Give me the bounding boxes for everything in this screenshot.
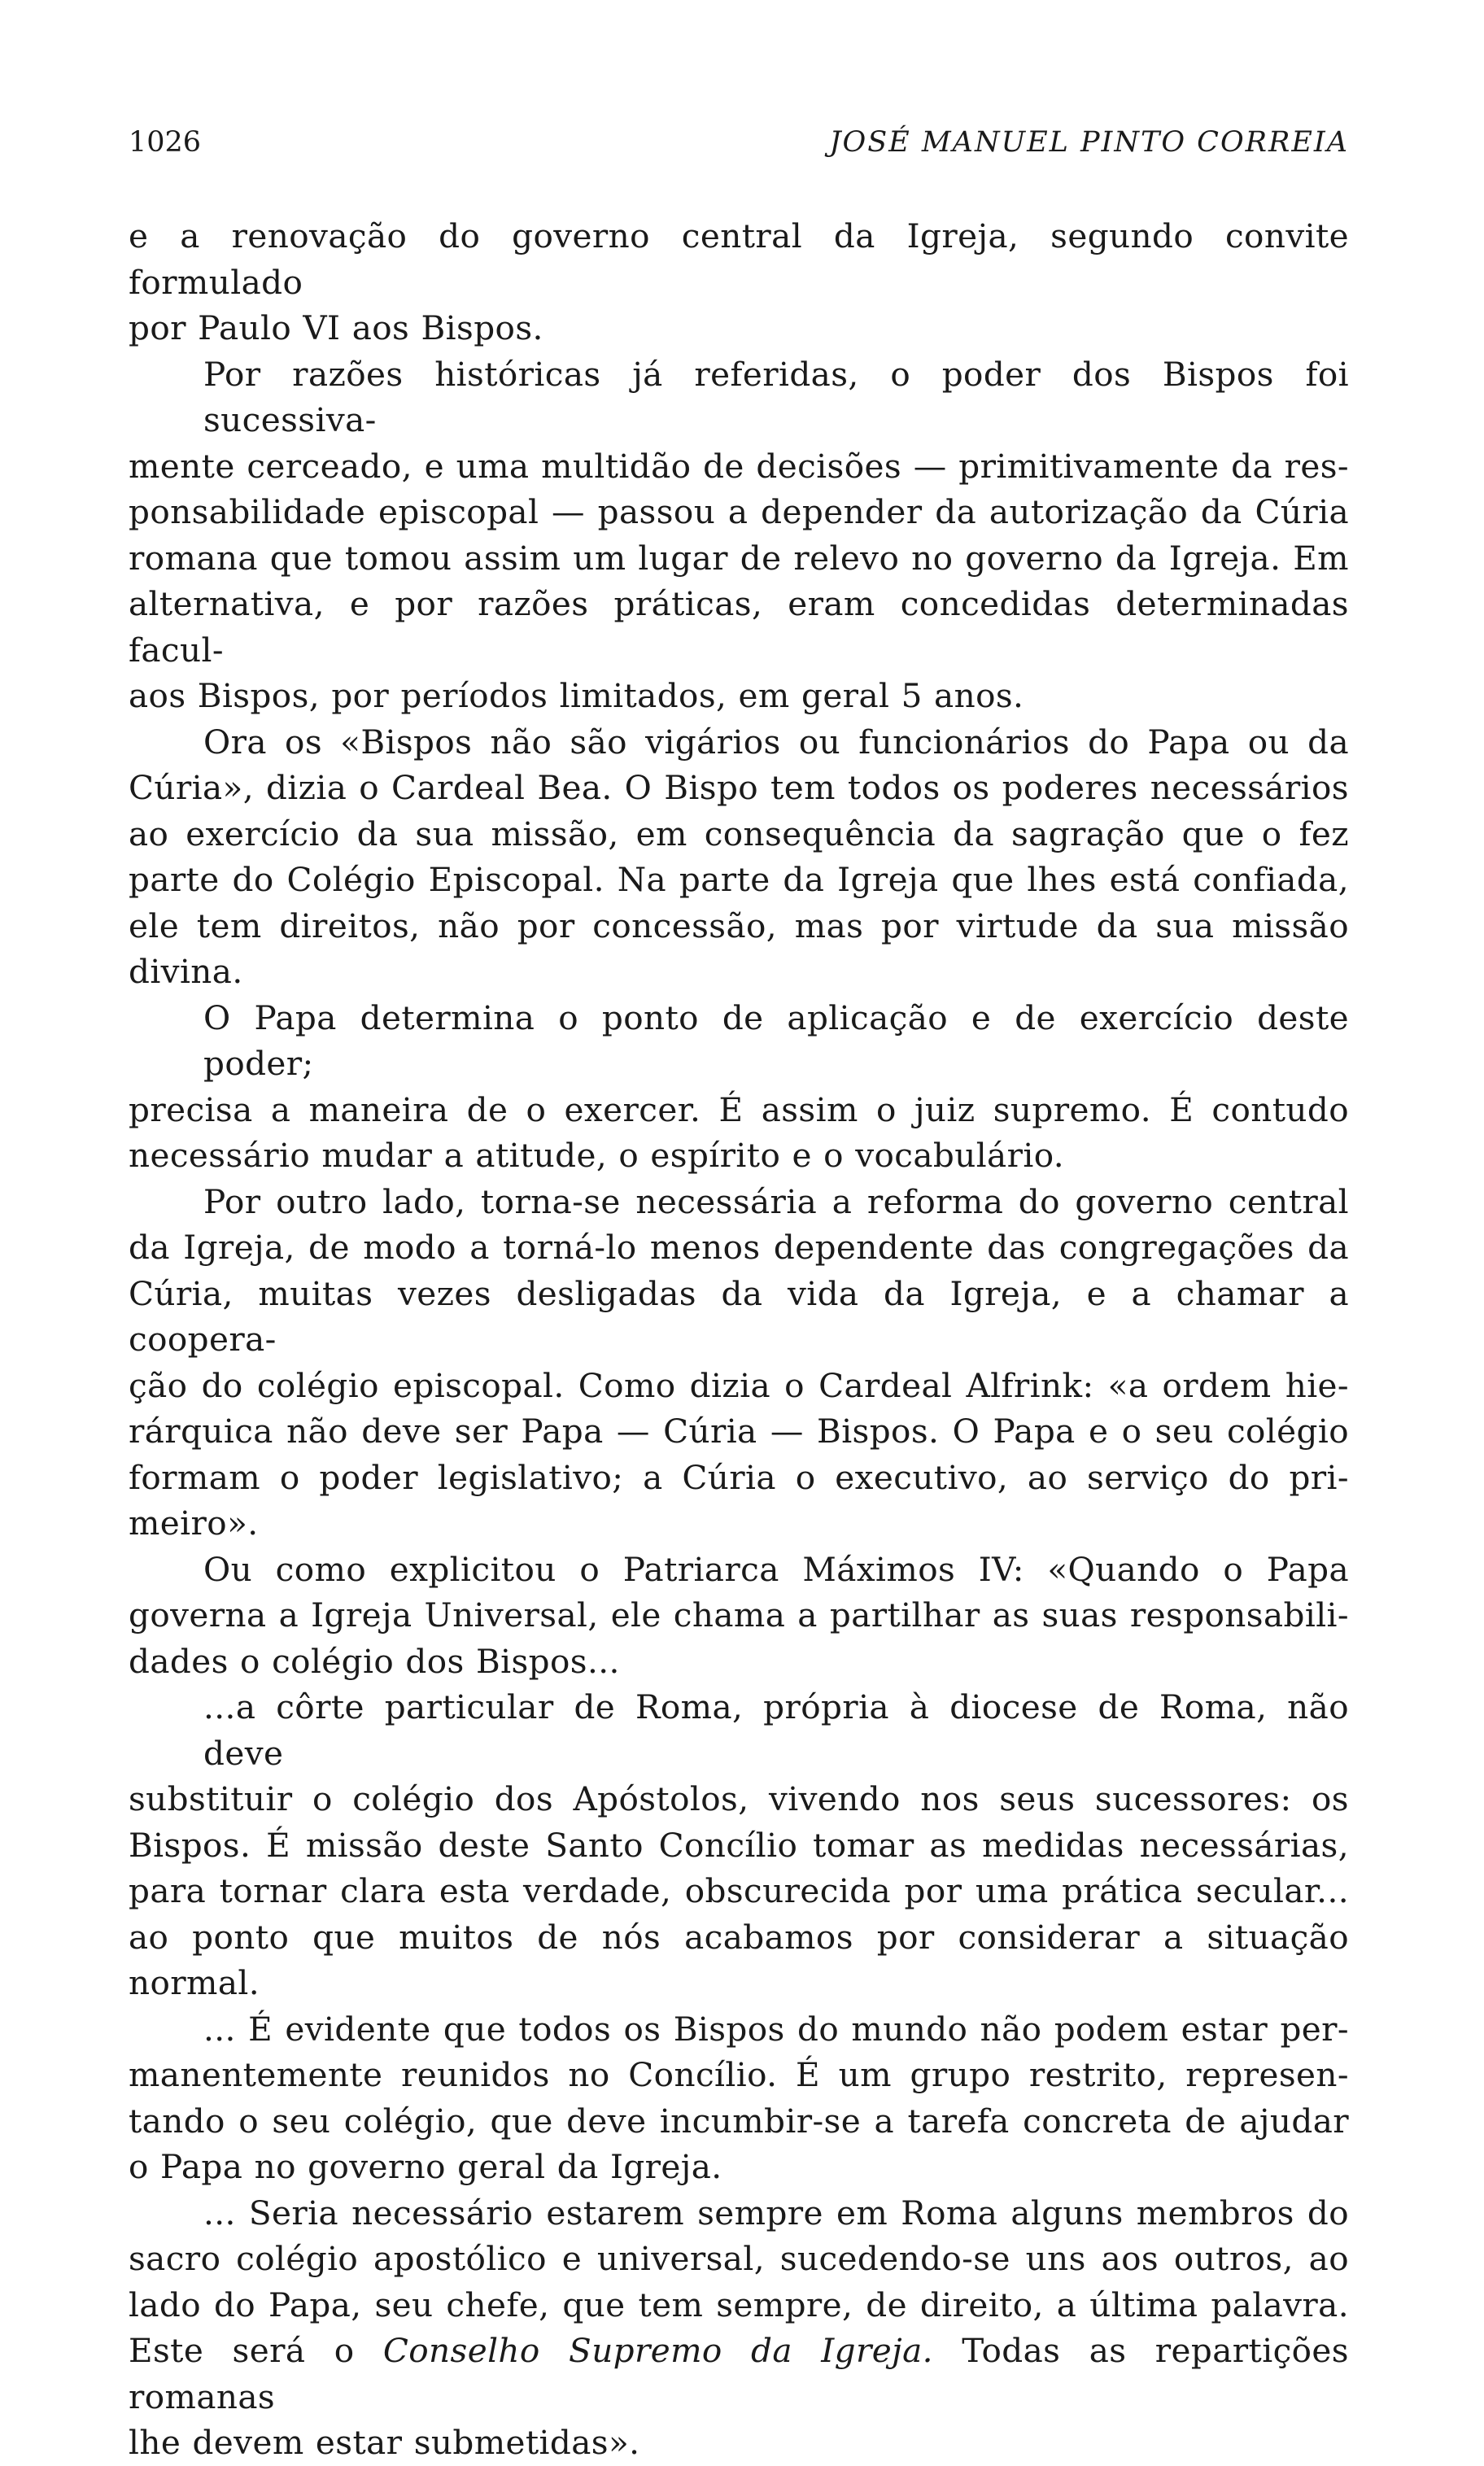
italic-title: Conselho Supremo da Igreja.	[382, 2331, 933, 2370]
paragraph	[129, 1684, 1349, 2006]
text-line: sacro colégio apostólico e universal, sucedendo-se uns aos outros, ao	[129, 2239, 1349, 2278]
text-line: Por outro lado, torna-se necessária a reforma do governo central	[203, 1181, 1349, 1221]
text-line: Ou como explicitou o Patriarca Máximos IV: «Quando o Papa	[203, 1549, 1349, 1589]
paragraph	[129, 719, 1349, 995]
paragraph	[129, 2006, 1349, 2190]
text-line: ... Seria necessário estarem sempre em Roma alguns membros do	[203, 2193, 1349, 2232]
text-line: Por razões históricas já referidas, o poder dos Bispos foi sucessiva-	[203, 354, 1349, 439]
text-line: lado do Papa, seu chefe, que tem sempre, de direito, a última palavra.	[129, 2285, 1349, 2324]
paragraph	[129, 2190, 1349, 2466]
paragraph	[129, 1179, 1349, 1547]
page-number: 1026	[129, 126, 202, 159]
body-text	[129, 213, 1349, 2466]
text-line	[129, 2328, 1349, 2420]
text-line: rárquica não deve ser Papa — Cúria — Bispos. O Papa e o seu colégio	[129, 1412, 1349, 1451]
text-line: da Igreja, de modo a torná-lo menos dependente das congregações da	[129, 1228, 1349, 1267]
paragraph	[129, 213, 1349, 351]
paragraph	[129, 995, 1349, 1179]
text-line: precisa a maneira de o exercer. É assim o juiz supremo. É contudo	[129, 1089, 1349, 1129]
text-line: ao ponto que muitos de nós acabamos por considerar a situação normal.	[129, 1917, 1349, 2002]
text-line: Ora os «Bispos não são vigários ou funcionários do Papa ou da	[203, 722, 1349, 762]
running-head	[129, 122, 1349, 163]
text-line: ele tem direitos, não por concessão, mas por virtude da sua missão	[129, 906, 1349, 945]
text-line: lhe devem estar submetidas».	[129, 2423, 640, 2462]
document-page	[129, 122, 1349, 2466]
text-segment: Este será o	[129, 2331, 383, 2370]
paragraph	[129, 351, 1349, 719]
text-line: tando o seu colégio, que deve incumbir-se a tarefa concreta de ajudar	[129, 2101, 1349, 2141]
text-line: mente cerceado, e uma multidão de decisões — primitivamente da res-	[129, 446, 1349, 486]
text-line: parte do Colégio Episcopal. Na parte da Igreja que lhes está confiada,	[129, 860, 1349, 899]
text-line: ao exercício da sua missão, em consequência da sagração que o fez	[129, 814, 1349, 853]
text-line: ponsabilidade episcopal — passou a depender da autorização da Cúria	[129, 492, 1349, 531]
text-line: ...a côrte particular de Roma, própria à diocese de Roma, não deve	[203, 1687, 1349, 1773]
text-line: manentemente reunidos no Concílio. É um grupo restrito, represen-	[129, 2055, 1349, 2094]
text-line: divina.	[129, 952, 243, 991]
text-line: meiro».	[129, 1504, 259, 1543]
text-line: para tornar clara esta verdade, obscurecida por uma prática secular...	[129, 1871, 1349, 1910]
text-line: formam o poder legislativo; a Cúria o executivo, ao serviço do pri-	[129, 1457, 1349, 1497]
text-line: o Papa no governo geral da Igreja.	[129, 2147, 722, 2186]
paragraph	[129, 1547, 1349, 1685]
running-title: JOSÉ MANUEL PINTO CORREIA	[829, 126, 1349, 159]
text-line: romana que tomou assim um lugar de relevo no governo da Igreja. Em	[129, 538, 1349, 578]
text-line: governa a Igreja Universal, ele chama a partilhar as suas responsabili-	[129, 1595, 1349, 1635]
text-segment: Todas as repartições romanas	[129, 2331, 1349, 2416]
text-line: por Paulo VI aos Bispos.	[129, 308, 543, 347]
text-line: Cúria, muitas vezes desligadas da vida da Igreja, e a chamar a coopera-	[129, 1273, 1349, 1359]
text-line: Cúria», dizia o Cardeal Bea. O Bispo tem todos os poderes necessários	[129, 768, 1349, 807]
text-line: ção do colégio episcopal. Como dizia o Cardeal Alfrink: «a ordem hie-	[129, 1365, 1349, 1405]
text-line: ... É evidente que todos os Bispos do mundo não podem estar per-	[203, 2009, 1349, 2049]
text-line: aos Bispos, por períodos limitados, em geral 5 anos.	[129, 676, 1024, 715]
text-line: dades o colégio dos Bispos...	[129, 1641, 620, 1681]
text-line: necessário mudar a atitude, o espírito e o vocabulário.	[129, 1136, 1065, 1175]
text-line: alternativa, e por razões práticas, eram concedidas determinadas facul-	[129, 584, 1349, 670]
text-line: e a renovação do governo central da Igreja, segundo convite formulado	[129, 216, 1349, 302]
text-line: O Papa determina o ponto de aplicação e de exercício deste poder;	[203, 997, 1349, 1083]
text-line: substituir o colégio dos Apóstolos, vivendo nos seus sucessores: os	[129, 1779, 1349, 1818]
text-line: Bispos. É missão deste Santo Concílio tomar as medidas necessárias,	[129, 1825, 1349, 1865]
